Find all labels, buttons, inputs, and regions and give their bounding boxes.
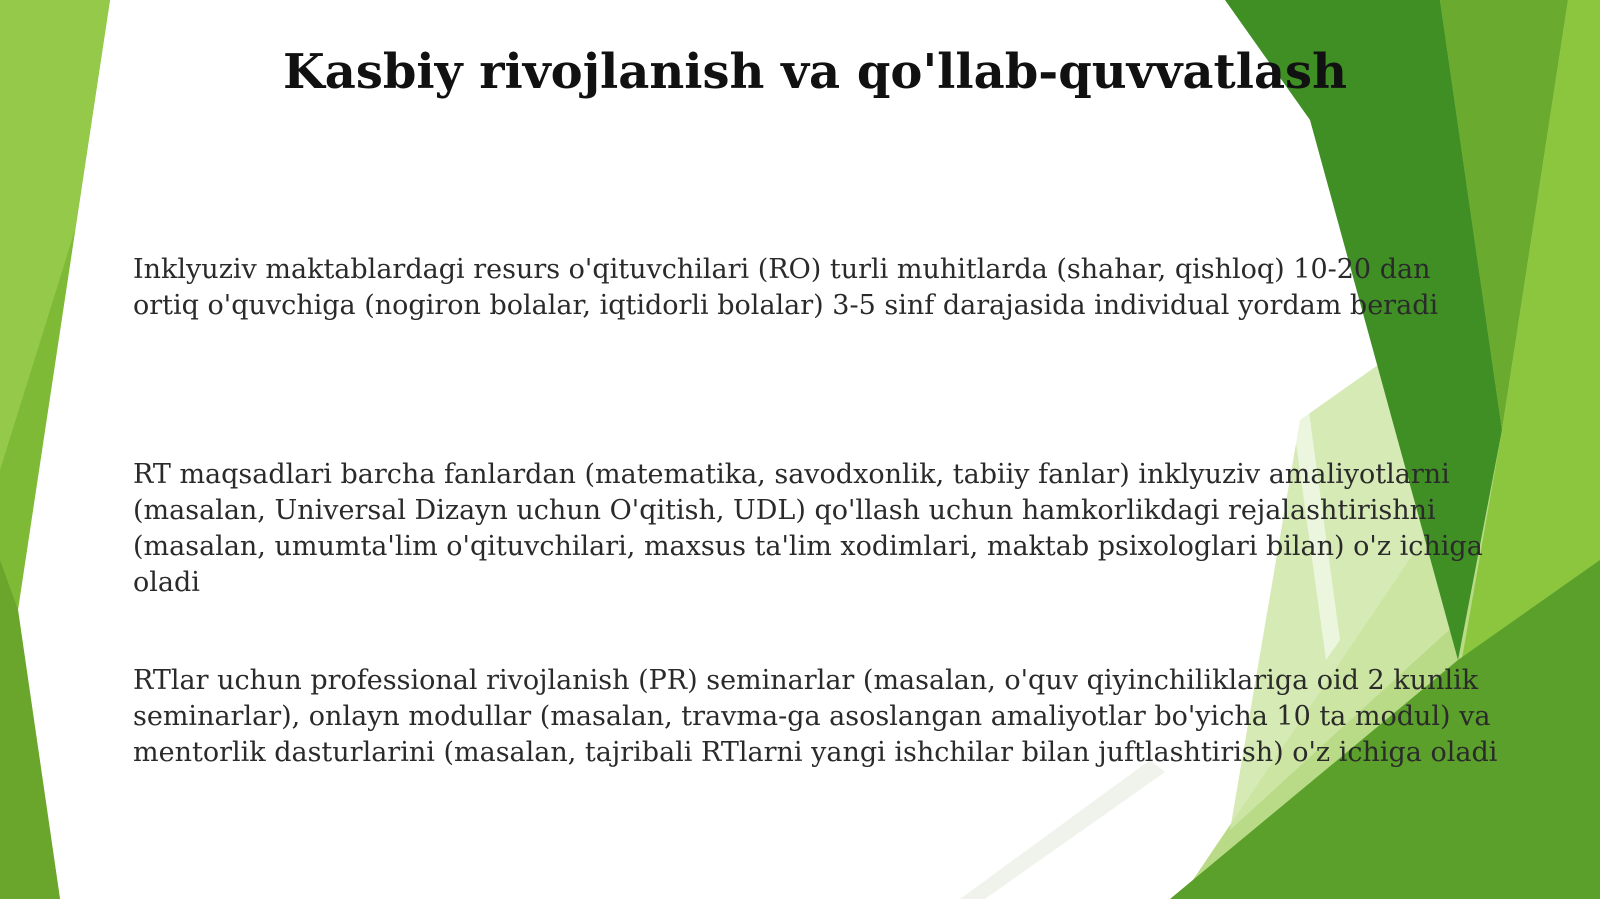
body-paragraph-3: RTlar uchun professional rivojlanish (PR) seminarlar (masalan, o'quv qiyinchiliklariga oid 2 kunlik seminarlar), onlayn modullar (masalan, travma-ga asoslangan amaliyotlar bo'yicha 10 ta modul) va mentorlik dasturlarini (masalan, tajribali RTlarni yangi ishchilar bilan juftlashtirish) o'z ichiga oladi — [133, 665, 1498, 768]
bottom-white-streak — [960, 760, 1165, 899]
left-facet-inner — [0, 0, 110, 470]
slide-title: Kasbiy rivojlanish va qo'llab-quvvatlash — [283, 44, 1347, 100]
body-paragraph-1: Inklyuziv maktablardagi resurs o'qituvchilari (RO) turli muhitlarda (shahar, qishloq) 10-20 dan ortiq o'quvchiga (nogiron bolalar, iqtidorli bolalar) 3-5 sinf darajasida individual yordam beradi — [133, 254, 1439, 321]
body-paragraph-2: RT maqsadlari barcha fanlardan (matematika, savodxonlik, tabiiy fanlar) inklyuziv amaliyotlarni (masalan, Universal Dizayn uchun O'qitish, UDL) qo'llash uchun hamkorlikdagi rejalashtirishni (masalan, umumta'lim o'qituvchilari, maxsus ta'lim xodimlari, maktab psixologlari bilan) o'z ichiga oladi — [133, 459, 1483, 598]
left-facet-lower — [0, 560, 60, 899]
